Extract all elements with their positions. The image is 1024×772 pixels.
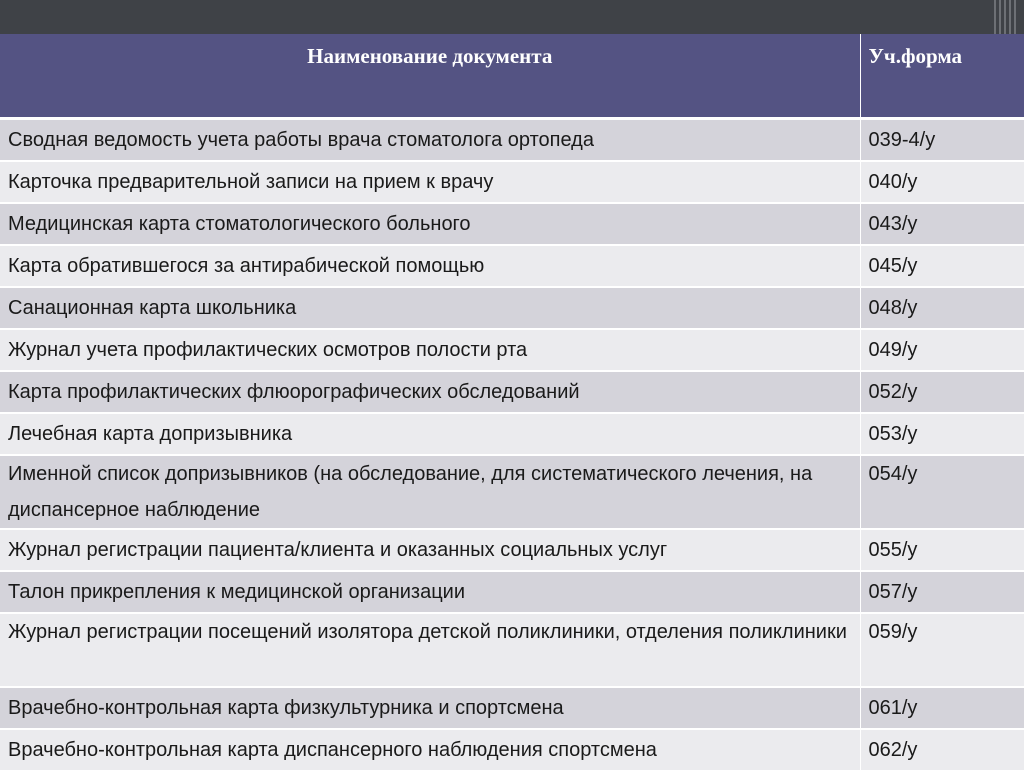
table-row <box>0 161 1024 203</box>
form-number-cell: 040/у <box>860 161 1024 203</box>
form-number-cell: 039-4/у <box>860 119 1024 162</box>
form-number-cell: 045/у <box>860 245 1024 287</box>
form-number-cell: 059/у <box>860 613 1024 687</box>
decorative-stripes <box>990 0 1016 34</box>
form-number-cell: 049/у <box>860 329 1024 371</box>
form-number-cell: 043/у <box>860 203 1024 245</box>
table-row <box>0 455 1024 529</box>
form-number-cell: 048/у <box>860 287 1024 329</box>
table-row <box>0 119 1024 162</box>
form-number-cell: 062/у <box>860 729 1024 771</box>
document-name-cell: Талон прикрепления к медицинской организации <box>0 571 860 613</box>
document-name-cell: Врачебно-контрольная карта физкультурника и спортсмена <box>0 687 860 729</box>
document-name-cell: Врачебно-контрольная карта диспансерного наблюдения спортсмена <box>0 729 860 771</box>
document-name-cell: Сводная ведомость учета работы врача стоматолога ортопеда <box>0 119 860 162</box>
form-number-cell: 061/у <box>860 687 1024 729</box>
document-name-cell: Журнал учета профилактических осмотров полости рта <box>0 329 860 371</box>
table-row <box>0 613 1024 687</box>
document-name-cell: Журнал регистрации пациента/клиента и оказанных социальных услуг <box>0 529 860 571</box>
form-number-cell: 055/у <box>860 529 1024 571</box>
header-form-number: Уч.форма <box>860 34 1024 119</box>
document-name-cell: Карта профилактических флюорографических обследований <box>0 371 860 413</box>
table-row <box>0 245 1024 287</box>
documents-table <box>0 34 1024 772</box>
document-name-cell: Санационная карта школьника <box>0 287 860 329</box>
table-row <box>0 413 1024 455</box>
table-row <box>0 371 1024 413</box>
table-row <box>0 571 1024 613</box>
form-number-cell: 057/у <box>860 571 1024 613</box>
table-row <box>0 529 1024 571</box>
table-row <box>0 729 1024 771</box>
form-number-cell: 052/у <box>860 371 1024 413</box>
slide-top-bar <box>0 0 1024 34</box>
document-name-cell: Журнал регистрации посещений изолятора детской поликлиники, отделения поликлиники <box>0 613 860 687</box>
document-name-cell: Лечебная карта допризывника <box>0 413 860 455</box>
document-name-cell: Карточка предварительной записи на прием к врачу <box>0 161 860 203</box>
table-row <box>0 287 1024 329</box>
table-row <box>0 687 1024 729</box>
form-number-cell: 054/у <box>860 455 1024 529</box>
form-number-cell: 053/у <box>860 413 1024 455</box>
table-header-row <box>0 34 1024 119</box>
document-name-cell: Медицинская карта стоматологического больного <box>0 203 860 245</box>
header-document-name: Наименование документа <box>0 34 860 119</box>
table-row <box>0 203 1024 245</box>
table-row <box>0 329 1024 371</box>
document-name-cell: Именной список допризывников (на обследование, для систематического лечения, на диспансерное наблюдение <box>0 455 860 529</box>
document-name-cell: Карта обратившегося за антирабической помощью <box>0 245 860 287</box>
